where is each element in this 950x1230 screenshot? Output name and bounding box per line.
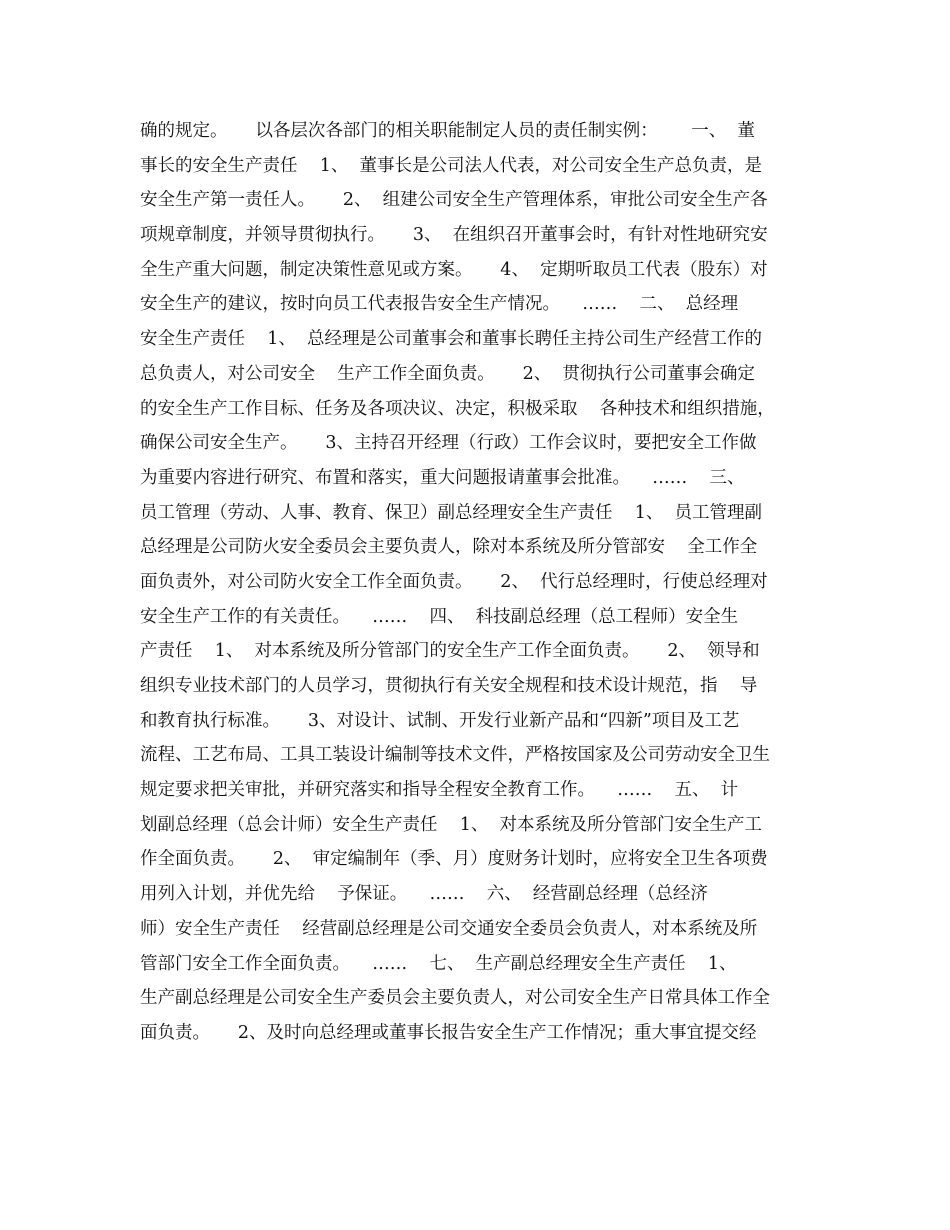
text-line: 管部门安全工作全面负责。 …… 七、 生产副总经理安全生产责任 1、 [140,953,737,974]
text-line: 用列入计划，并优先给 予保证。 …… 六、 经营副总经理（总经济 [140,884,708,905]
text-line: 的安全生产工作目标、任务及各项决议、决定，积极采取 各种技术和组织措施， [140,398,775,419]
text-line: 组织专业技术部门的人员学习，贯彻执行有关安全规程和技术设计规范，指 导 [140,676,758,696]
text-line: 全生产重大问题，制定决策性意见或方案。 4、 定期听取员工代表（股东）对 [140,259,768,280]
text-line: 安全生产第一责任人。 2、 组建公司安全生产管理体系，审批公司安全生产各 [140,190,768,211]
text-line: 面负责外，对公司防火安全工作全面负责。 2、 代行总经理时，行使总经理对 [140,571,768,592]
text-line: 总负责人，对公司安全 生产工作全面负责。 2、 贯彻执行公司董事会确定 [140,363,755,384]
text-line: 员工管理（劳动、人事、教育、保卫）副总经理安全生产责任 1、 员工管理副 [140,502,763,523]
text-line: 生产副总经理是公司安全生产委员会主要负责人，对公司安全生产日常具体工作全 [140,988,770,1009]
text-line: 面负责。 2、及时向总经理或董事长报告安全生产工作情况；重大事宜提交经 [140,1022,757,1043]
text-line: 划副总经理（总会计师）安全生产责任 1、 对本系统及所分管部门安全生产工 [140,814,763,835]
text-line: 确保公司安全生产。 3、主持召开经理（行政）工作会议时，要把安全工作做 [140,433,757,454]
text-line: 安全生产工作的有关责任。 …… 四、 科技副总经理（总工程师）安全生 [140,606,739,627]
text-line: 和教育执行标准。 3、对设计、试制、开发行业新产品和“四新”项目及工艺 [140,710,740,731]
text-line: 师）安全生产责任 经营副总经理是公司交通安全委员会负责人，对本系统及所 [140,918,758,939]
text-line: 为重要内容进行研究、布置和落实，重大问题报请董事会批准。 …… 三、 [140,467,745,488]
body-text [140,114,820,1051]
text-line: 项规章制度，并领导贯彻执行。 3、 在组织召开董事会时，有针对性地研究安 [140,225,768,246]
text-line: 总经理是公司防火安全委员会主要负责人，除对本系统及所分管部安 全工作全 [140,537,758,558]
text-line: 流程、工艺布局、工具工装设计编制等技术文件，严格按国家及公司劳动安全卫生 [140,745,770,766]
text-line: 安全生产的建议，按时向员工代表报告安全生产情况。 …… 二、 总经理 [140,294,739,315]
text-line: 事长的安全生产责任 1、 董事长是公司法人代表，对公司安全生产总负责，是 [140,155,763,176]
text-line: 安全生产责任 1、 总经理是公司董事会和董事长聘任主持公司生产经营工作的 [140,329,763,350]
text-line: 确的规定。 以各层次各部门的相关职能制定人员的责任制实例： 一、 董 [140,121,755,141]
text-line: 规定要求把关审批，并研究落实和指导全程安全教育工作。 …… 五、 计 [140,780,739,801]
text-line: 产责任 1、 对本系统及所分管部门的安全生产工作全面负责。 2、 领导和 [140,641,760,662]
text-line: 作全面负责。 2、 审定编制年（季、月）度财务计划时，应将安全卫生各项费 [140,849,768,870]
